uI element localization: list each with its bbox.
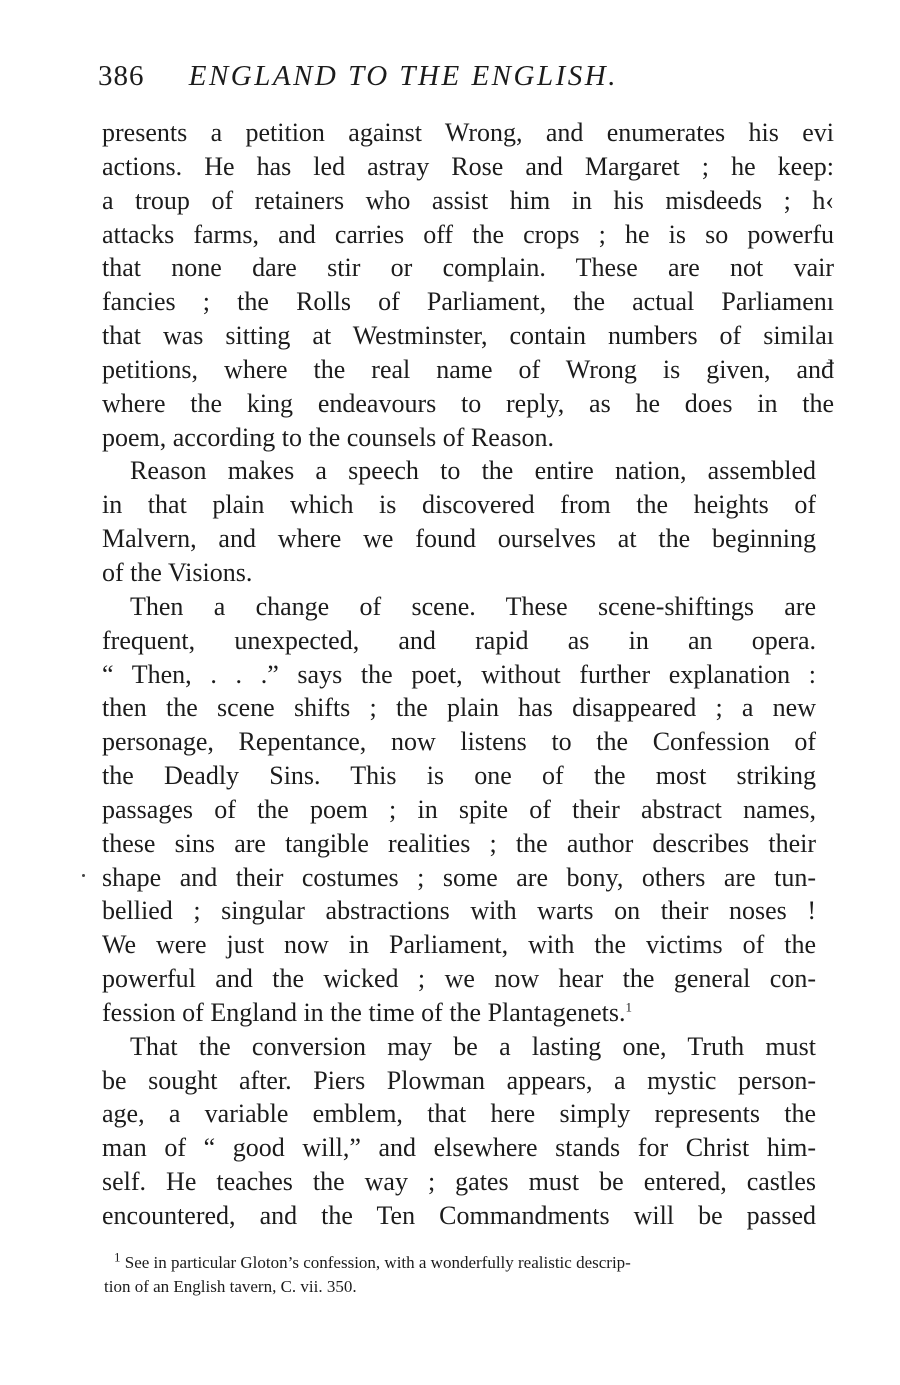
text-line: bellied ; singular abstractions with warts on their noses !	[102, 896, 816, 926]
text-line: be sought after. Piers Plowman appears, a mystic person-	[102, 1065, 816, 1095]
footnote-line: tion of an English tavern, C. vii. 350.	[104, 1277, 357, 1296]
text-line: where the king endeavours to reply, as he does in the	[102, 388, 834, 418]
body-text	[102, 116, 834, 1233]
text-line: that was sitting at Westminster, contain numbers of similaı	[102, 321, 834, 351]
text-line: presents a petition against Wrong, and enumerates his evi	[102, 118, 834, 147]
text-line: Malvern, and where we found ourselves at the beginning	[102, 524, 816, 554]
text-line: fancies ; the Rolls of Parliament, the actual Parliamenı	[102, 287, 834, 317]
footnote-marker: 1	[114, 1249, 121, 1265]
text-line: that none dare stir or complain. These are not vair	[102, 253, 834, 283]
text-line: petitions, where the real name of Wrong is given, anđ	[102, 354, 834, 384]
text-line: attacks farms, and carries off the crops ; he is so powerfu	[102, 219, 834, 249]
text-line: “ Then, . . .” says the poet, without further explanation :	[102, 659, 816, 689]
text-line: of the Visions.	[102, 557, 253, 587]
page-number: 386	[98, 60, 145, 92]
text-line: actions. He has led astray Rose and Margaret ; he keep:	[102, 151, 834, 181]
footnote	[104, 1251, 816, 1299]
text-line: personage, Repentance, now listens to the Confession of	[102, 727, 816, 757]
text-line: then the scene shifts ; the plain has disappeared ; a new	[102, 693, 816, 723]
text-line-content: fession of England in the time of the Plantagenets.	[102, 997, 626, 1027]
text-line: powerful and the wicked ; we now hear the general con-	[102, 964, 816, 994]
text-line: self. He teaches the way ; gates must be entered, castles	[102, 1167, 816, 1197]
text-line: age, a variable emblem, that here simply represents the	[102, 1099, 816, 1129]
text-line: shape and their costumes ; some are bony, others are tun-	[102, 862, 816, 892]
paragraph-start-line: Then a change of scene. These scene-shiftings are	[130, 591, 816, 621]
text-line: passages of the poem ; in spite of their abstract names,	[102, 794, 816, 824]
text-line: a troup of retainers who assist him in his misdeeds ; h‹	[102, 185, 834, 215]
running-title: ENGLAND TO THE ENGLISH.	[188, 60, 618, 92]
text-line-with-note	[102, 996, 816, 1030]
text-line: encountered, and the Ten Commandments will be passed	[102, 1201, 816, 1230]
paragraph-start-line: Reason makes a speech to the entire nation, assembled	[130, 456, 816, 486]
text-line: frequent, unexpected, and rapid as in an opera.	[102, 625, 816, 655]
footnote-reference[interactable]: 1	[625, 999, 632, 1015]
text-line: poem, according to the counsels of Reason.	[102, 422, 554, 452]
margin-speck	[82, 874, 85, 877]
text-line: man of “ good will,” and elsewhere stands for Christ him-	[102, 1133, 816, 1163]
footnote-text: See in particular Gloton’s confession, with a wonderfully realistic descrip-	[124, 1253, 631, 1272]
footnote-line	[104, 1251, 816, 1275]
text-line: We were just now in Parliament, with the victims of the	[102, 930, 816, 960]
running-head	[98, 60, 818, 93]
text-line: in that plain which is discovered from the heights of	[102, 490, 816, 520]
text-line: the Deadly Sins. This is one of the most striking	[102, 761, 816, 791]
paragraph-start-line: That the conversion may be a lasting one, Truth must	[130, 1031, 816, 1061]
text-line: these sins are tangible realities ; the author describes their	[102, 828, 816, 858]
